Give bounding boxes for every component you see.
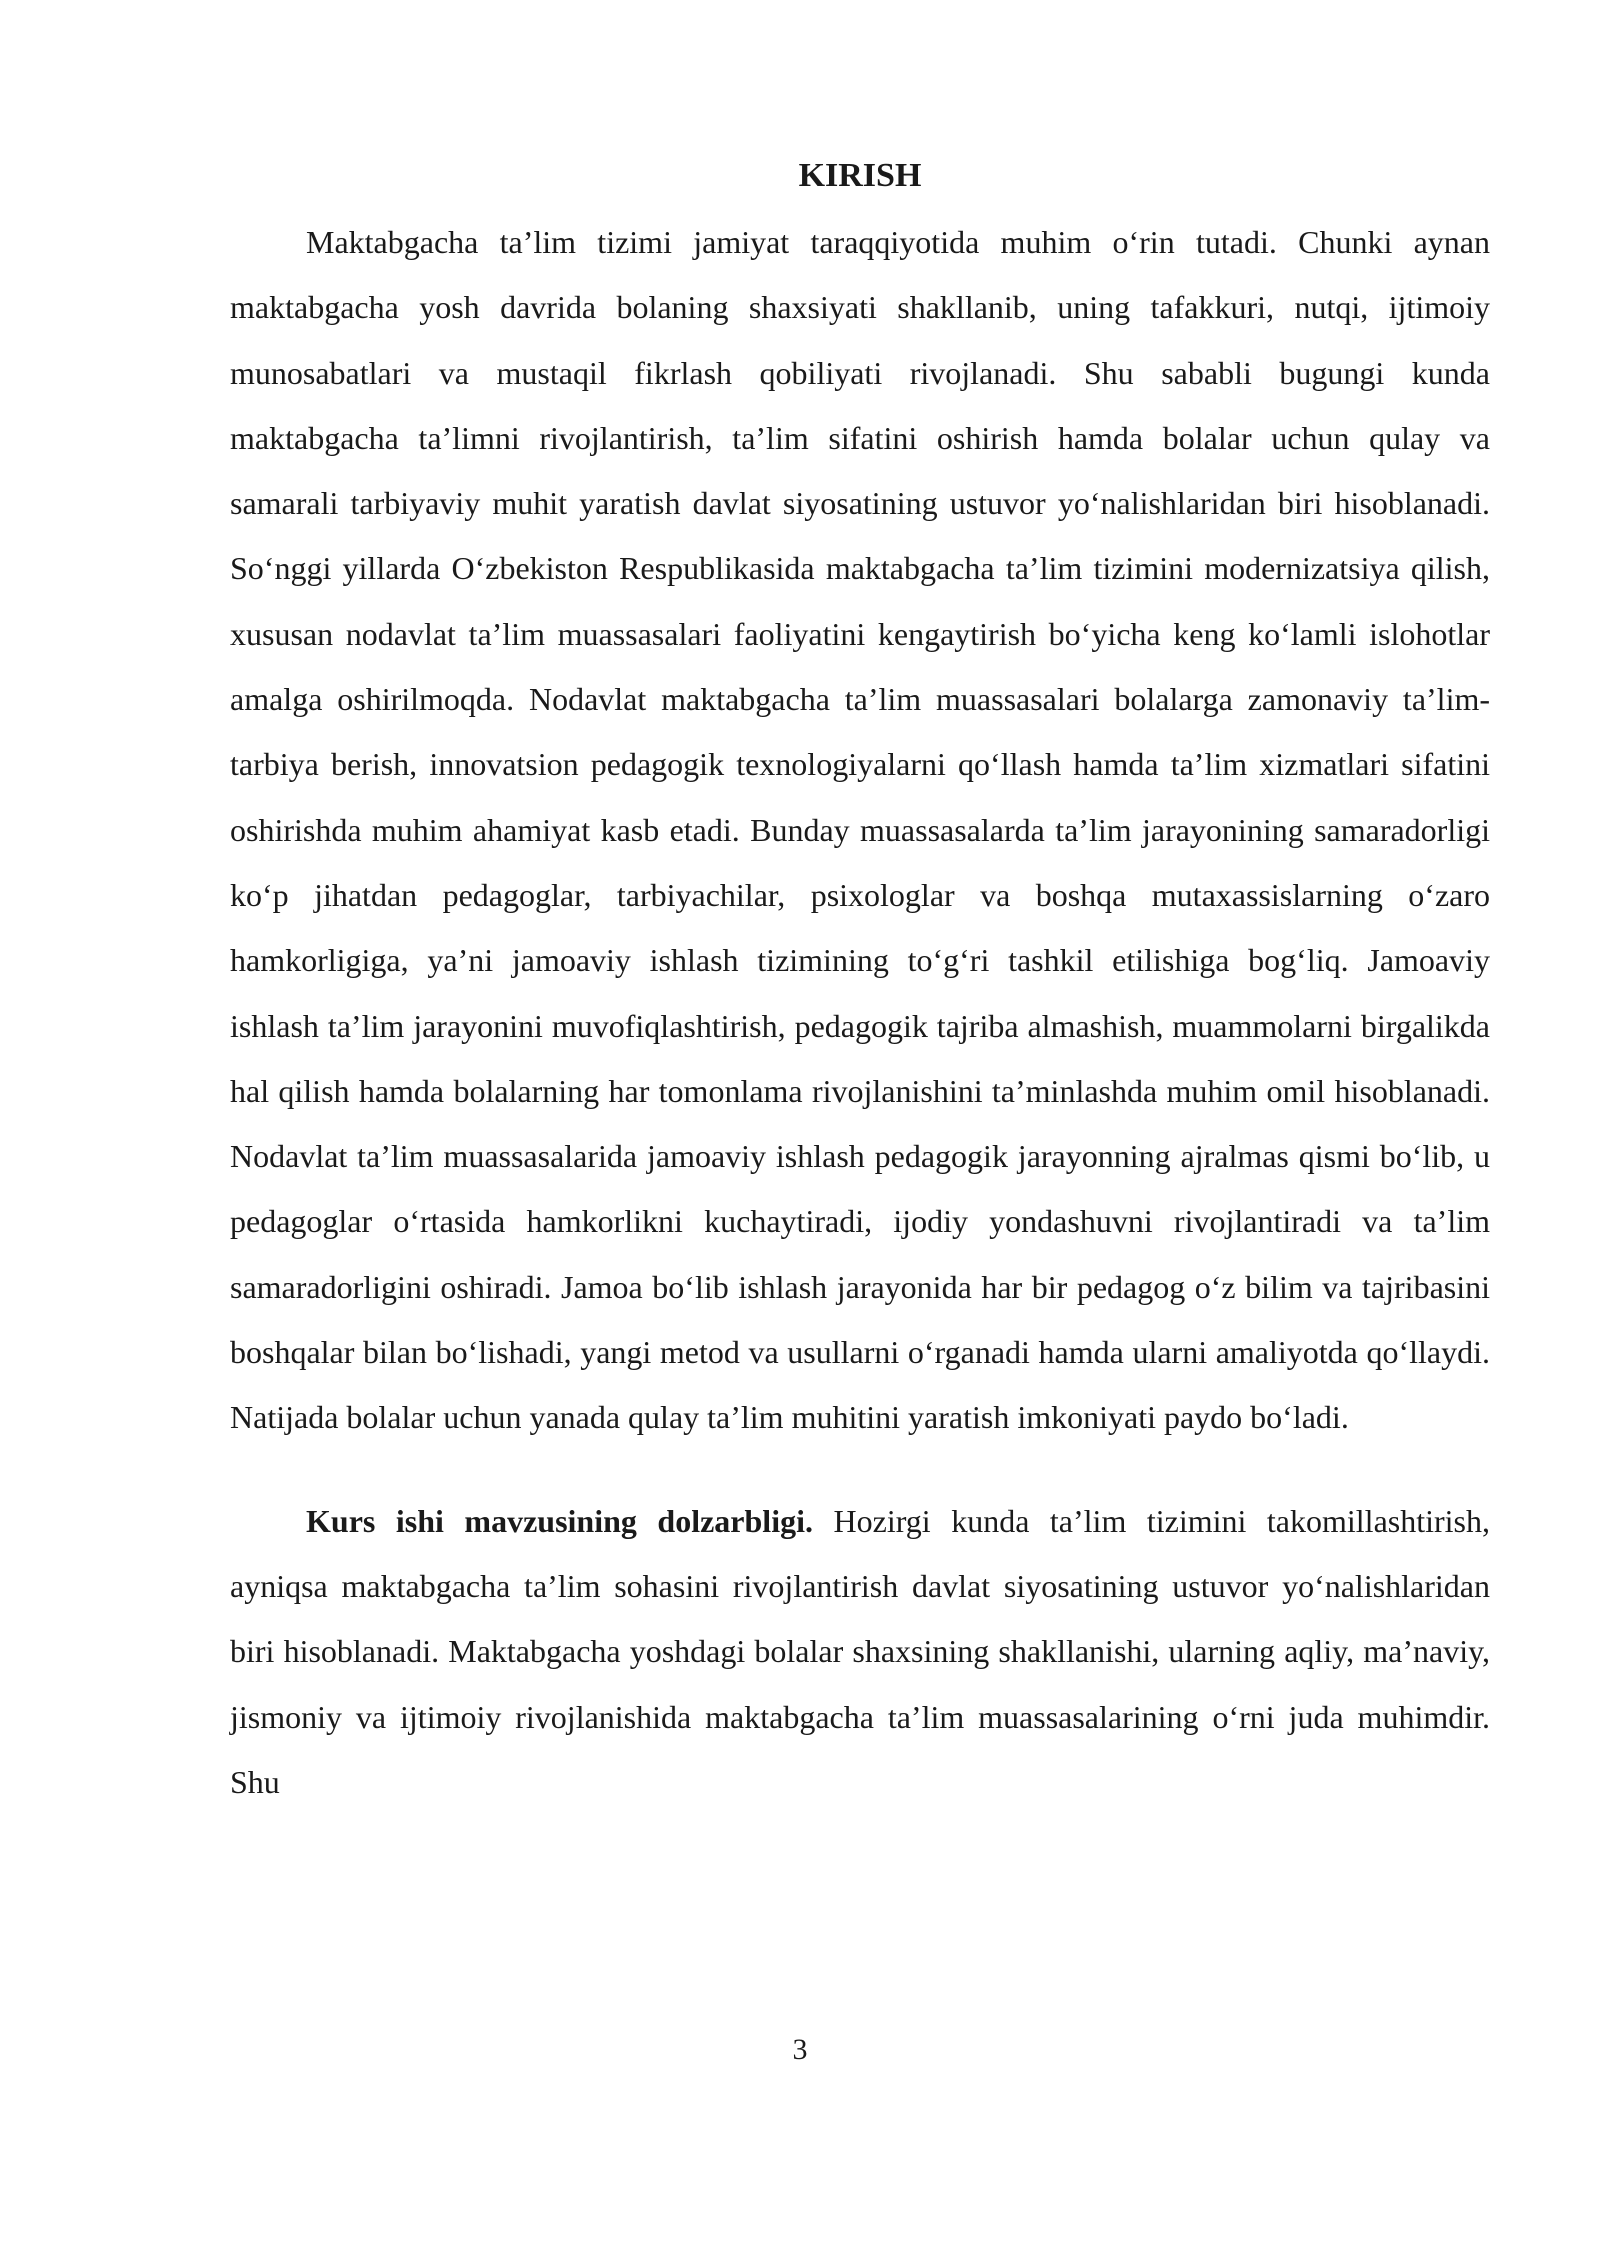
relevance-paragraph bbox=[230, 1489, 1490, 1815]
section-heading: KIRISH bbox=[798, 157, 922, 194]
paragraph-text: Maktabgacha ta’lim tizimi jamiyat taraqqiyotida muhim o‘rin tutadi. Chunki aynan maktabgacha yosh davrida bolaning shaxsiyati shakllanib, uning tafakkuri, nutqi, ijtimoiy munosabatlari va mustaqil fikrlash qobiliyati rivojlanadi. Shu sababli bugungi kunda maktabgacha ta’limni rivojlantirish, ta’lim sifatini oshirish hamda bolalar uchun qulay va samarali tarbiyaviy muhit yaratish davlat siyosatining ustuvor yo‘nalishlaridan biri hisoblanadi. So‘nggi yillarda O‘zbekiston Respublikasida maktabgacha ta’lim tizimini modernizatsiya qilish, xususan nodavlat ta’lim muassasalari faoliyatini kengaytirish bo‘yicha keng ko‘lamli islohotlar amalga oshirilmoqda. Nodavlat maktabgacha ta’lim muassasalari bolalarga zamonaviy ta’lim-tarbiya berish, innovatsion pedagogik texnologiyalarni qo‘llash hamda ta’lim xizmatlari sifatini oshirishda muhim ahamiyat kasb etadi. Bunday muassasalarda ta’lim jarayonining samaradorligi ko‘p jihatdan pedagoglar, tarbiyachilar, psixologlar va boshqa mutaxassislarning o‘zaro hamkorligiga, ya’ni jamoaviy ishlash tizimining to‘g‘ri tashkil etilishiga bog‘liq. Jamoaviy ishlash ta’lim jarayonini muvofiqlashtirish, pedagogik tajriba almashish, muammolarni birgalikda hal qilish hamda bolalarning har tomonlama rivojlanishini ta’minlashda muhim omil hisoblanadi. Nodavlat ta’lim muassasalarida jamoaviy ishlash pedagogik jarayonning ajralmas qismi bo‘lib, u pedagoglar o‘rtasida hamkorlikni kuchaytiradi, ijodiy yondashuvni rivojlantiradi va ta’lim samaradorligini oshiradi. Jamoa bo‘lib ishlash jarayonida har bir pedagog o‘z bilim va tajribasini boshqalar bilan bo‘lishadi, yangi metod va usullarni o‘rganadi hamda ularni amaliyotda qo‘llaydi. Natijada bolalar uchun yanada qulay ta’lim muhitini yaratish imkoniyati paydo bo‘ladi. bbox=[230, 224, 1490, 1436]
introduction-paragraph bbox=[230, 210, 1490, 1451]
page-number: 3 bbox=[792, 2033, 808, 2066]
page-content bbox=[230, 148, 1490, 1815]
paragraph-lead-relevance: Kurs ishi mavzusining dolzarbligi. bbox=[306, 1502, 813, 1539]
paragraph-text: Hozirgi kunda ta’lim tizimini takomillashtirish, ayniqsa maktabgacha ta’lim sohasini rivojlantirish davlat siyosatining ustuvor yo‘nalishlaridan biri hisoblanadi. Maktabgacha yoshdagi bolalar shaxsining shakllanishi, ularning aqliy, ma’naviy, jismoniy va ijtimoiy rivojlanishida maktabgacha ta’lim muassasalarining o‘rni juda muhimdir. Shu bbox=[230, 1502, 1491, 1800]
